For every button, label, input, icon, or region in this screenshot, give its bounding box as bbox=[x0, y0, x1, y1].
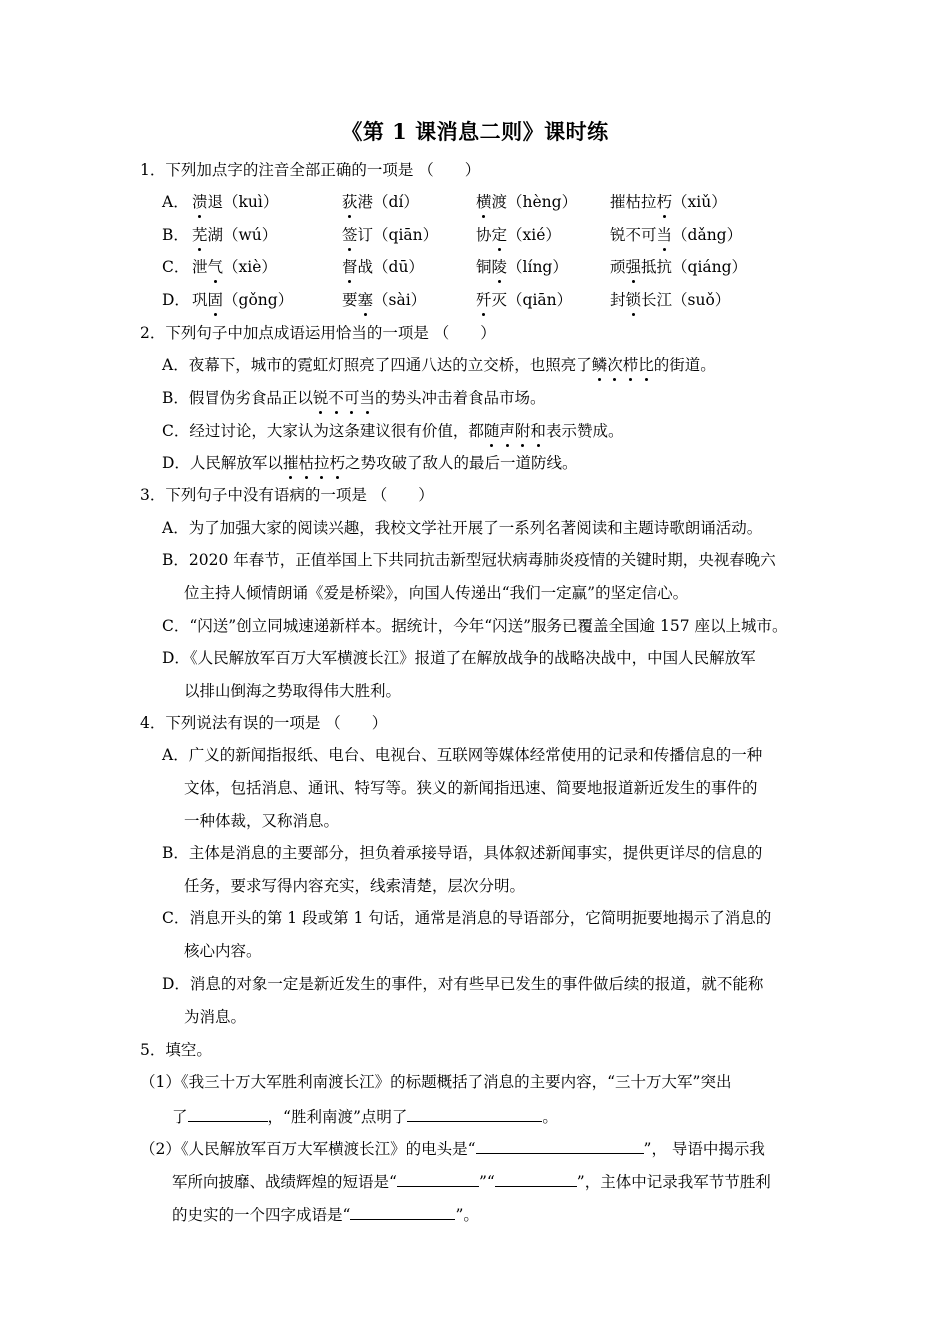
dotted-char: 可 bbox=[343, 389, 360, 407]
fill-item-1-line-2 bbox=[172, 1104, 558, 1128]
pinyin-option bbox=[610, 224, 742, 246]
fill-text: ”“ bbox=[478, 1173, 495, 1191]
dotted-char: 和 bbox=[530, 422, 546, 440]
option-line: 为消息。 bbox=[184, 1008, 247, 1026]
fill-text: （2）《人民解放军百万大军横渡长江》的电头是“ bbox=[140, 1140, 476, 1158]
option-line: C．“闪送”创立同城速递新样本。据统计，今年“闪送”服务已覆盖全国逾 157 座以上城市。 bbox=[162, 617, 788, 635]
question-5-stem: 5．填空。 bbox=[140, 1041, 212, 1059]
pinyin-option bbox=[476, 289, 572, 311]
option-line: B．主体是消息的主要部分，担负着承接导语，具体叙述新闻事实，提供更详尽的信息的 bbox=[162, 844, 763, 862]
answer-blank-5[interactable] bbox=[495, 1169, 577, 1187]
pinyin-option bbox=[342, 224, 438, 246]
option-label: D． bbox=[162, 291, 190, 309]
option-text: A．夜幕下，城市的霓虹灯照亮了四通八达的立交桥，也照亮了 bbox=[162, 356, 592, 374]
fill-item-2-line-3 bbox=[172, 1202, 479, 1226]
dotted-char: 鳞 bbox=[591, 356, 608, 374]
option-text: 表示赞成。 bbox=[545, 422, 624, 440]
option-text: 湖（wú） bbox=[207, 226, 278, 244]
question-2-stem: 2．下列句子中加点成语运用恰当的一项是 （ ） bbox=[140, 324, 496, 342]
dotted-char: 附 bbox=[514, 422, 531, 440]
pinyin-option bbox=[342, 191, 419, 213]
answer-blank-4[interactable] bbox=[397, 1169, 479, 1187]
fill-item-2-line-1 bbox=[140, 1136, 765, 1160]
option-text: 铜 bbox=[476, 258, 492, 276]
option-text: C．经过讨论，大家认为这条建议很有价值，都 bbox=[162, 422, 484, 440]
answer-blank-1[interactable] bbox=[188, 1104, 268, 1122]
option-text: 摧枯拉 bbox=[610, 193, 657, 211]
option-text: 长江（suǒ） bbox=[641, 291, 731, 309]
dotted-char: 当 bbox=[359, 389, 375, 407]
option-text: （xiǔ） bbox=[672, 193, 727, 211]
dotted-char: 朽 bbox=[329, 454, 345, 472]
question-1-stem: 1．下列加点字的注音全部正确的一项是 （ ） bbox=[140, 161, 481, 179]
option-text: （sài） bbox=[373, 291, 427, 309]
option-text: （dǎng） bbox=[672, 226, 743, 244]
option-text: 顽 bbox=[610, 258, 626, 276]
dotted-char: 溃 bbox=[192, 193, 208, 211]
option-text: 要 bbox=[342, 291, 358, 309]
dotted-char: 固 bbox=[207, 291, 224, 309]
option-line: D．《人民解放军百万大军横渡长江》报道了在解放战争的战略决战中，中国人民解放军 bbox=[162, 649, 756, 667]
option-text: 退（kuì） bbox=[207, 193, 279, 211]
dotted-char: 拉 bbox=[313, 454, 330, 472]
dotted-char: 朽 bbox=[656, 193, 673, 211]
option-text: 港（dí） bbox=[357, 193, 419, 211]
fill-text: ”，主体中记录我军节节胜利 bbox=[576, 1173, 771, 1191]
dotted-char: 塞 bbox=[357, 291, 374, 309]
answer-blank-2[interactable] bbox=[407, 1104, 542, 1122]
option-line: A．为了加强大家的阅读兴趣，我校文学社开展了一系列名著阅读和主题诗歌朗诵活动。 bbox=[162, 519, 763, 537]
fill-item-2-line-2 bbox=[172, 1169, 771, 1193]
option-text: 封 bbox=[610, 291, 626, 309]
fill-text: ”。 bbox=[455, 1206, 479, 1224]
dotted-char: 比 bbox=[638, 356, 654, 374]
dotted-char: 荻 bbox=[342, 193, 358, 211]
idiom-option bbox=[162, 420, 623, 442]
answer-blank-6[interactable] bbox=[350, 1202, 455, 1220]
dotted-char: 定 bbox=[491, 226, 508, 244]
option-line: A．广义的新闻指报纸、电台、电视台、互联网等媒体经常使用的记录和传播信息的一种 bbox=[162, 746, 763, 764]
fill-text: 的史实的一个四字成语是“ bbox=[172, 1206, 351, 1224]
fill-text: 了 bbox=[172, 1108, 188, 1126]
idiom-option bbox=[162, 452, 578, 474]
dotted-char: 横 bbox=[476, 193, 492, 211]
fill-text: 。 bbox=[542, 1108, 558, 1126]
option-line: C．消息开头的第 1 段或第 1 句话，通常是消息的导语部分，它简明扼要地揭示了消息的 bbox=[162, 909, 772, 927]
pinyin-option bbox=[476, 224, 561, 246]
dotted-char: 签 bbox=[342, 226, 358, 244]
option-line: 一种体裁，又称消息。 bbox=[184, 812, 340, 830]
dotted-char: 当 bbox=[656, 226, 673, 244]
idiom-option bbox=[162, 387, 545, 409]
option-line: 文体，包括消息、通讯、特写等。狭义的新闻指迅速、简要地报道新近发生的事件的 bbox=[184, 779, 758, 797]
question-4-stem: 4．下列说法有误的一项是 （ ） bbox=[140, 714, 388, 732]
dotted-char: 次 bbox=[607, 356, 623, 374]
option-text: 锐不可 bbox=[610, 226, 657, 244]
option-text: （xiè） bbox=[223, 258, 277, 276]
option-text: 订（qiān） bbox=[357, 226, 439, 244]
dotted-char: 摧 bbox=[282, 454, 299, 472]
option-text: 渡（hèng） bbox=[491, 193, 578, 211]
option-label: C． bbox=[162, 258, 190, 276]
option-text: （líng） bbox=[507, 258, 568, 276]
dotted-char: 气 bbox=[207, 258, 224, 276]
dotted-char: 锁 bbox=[625, 291, 642, 309]
option-line: 以排山倒海之势取得伟大胜利。 bbox=[184, 682, 402, 700]
option-text: B．假冒伪劣食品正以 bbox=[162, 389, 313, 407]
fill-item-1-line-1: （1）《我三十万大军胜利南渡长江》的标题概括了消息的主要内容，“三十万大军”突出 bbox=[140, 1073, 732, 1091]
pinyin-option bbox=[192, 256, 277, 278]
option-text: 巩 bbox=[192, 291, 208, 309]
dotted-char: 督 bbox=[342, 258, 358, 276]
dotted-char: 声 bbox=[499, 422, 515, 440]
fill-text: ，“胜利南渡”点明了 bbox=[267, 1108, 408, 1126]
option-label: A． bbox=[162, 193, 189, 211]
idiom-option bbox=[162, 354, 716, 376]
dotted-char: 锐 bbox=[312, 389, 329, 407]
dotted-char: 栉 bbox=[622, 356, 639, 374]
option-line: 任务，要求写得内容充实，线索清楚，层次分明。 bbox=[184, 877, 526, 895]
dotted-char: 强 bbox=[625, 258, 642, 276]
fill-text: 军所向披靡、战绩辉煌的短语是“ bbox=[172, 1173, 397, 1191]
option-text: 泄 bbox=[192, 258, 208, 276]
pinyin-option bbox=[342, 256, 424, 278]
pinyin-option bbox=[610, 191, 727, 213]
dotted-char: 随 bbox=[483, 422, 500, 440]
option-text: 的势头冲击着食品市场。 bbox=[374, 389, 546, 407]
option-text: 灭（qiān） bbox=[491, 291, 573, 309]
pinyin-option bbox=[192, 289, 293, 311]
page-title: 《第 1 课消息二则》课时练 bbox=[341, 119, 609, 144]
option-text: D．人民解放军以 bbox=[162, 454, 283, 472]
question-3-stem: 3．下列句子中没有语病的一项是 （ ） bbox=[140, 486, 434, 504]
option-text: 协 bbox=[476, 226, 492, 244]
option-text: 的街道。 bbox=[653, 356, 716, 374]
dotted-char: 陵 bbox=[491, 258, 508, 276]
answer-blank-3[interactable] bbox=[476, 1136, 644, 1154]
pinyin-option bbox=[476, 191, 577, 213]
option-line: D．消息的对象一定是新近发生的事件，对有些早已发生的事件做后续的报道，就不能称 bbox=[162, 975, 764, 993]
option-text: 抵抗（qiáng） bbox=[641, 258, 748, 276]
pinyin-option bbox=[610, 289, 730, 311]
dotted-char: 不 bbox=[328, 389, 344, 407]
pinyin-option bbox=[342, 289, 426, 311]
pinyin-option bbox=[476, 256, 568, 278]
option-text: 之势攻破了敌人的最后一道防线。 bbox=[345, 454, 578, 472]
pinyin-option bbox=[192, 191, 278, 213]
option-text: 战（dū） bbox=[357, 258, 424, 276]
option-line: 核心内容。 bbox=[184, 942, 262, 960]
option-text: （xié） bbox=[507, 226, 561, 244]
option-line: B．2020 年春节，正值举国上下共同抗击新型冠状病毒肺炎疫情的关键时期，央视春晚六 bbox=[162, 551, 776, 569]
option-line: 位主持人倾情朗诵《爱是桥梁》，向国人传递出“我们一定赢”的坚定信心。 bbox=[184, 584, 689, 602]
fill-text: ”， 导语中揭示我 bbox=[643, 1140, 765, 1158]
pinyin-option bbox=[610, 256, 747, 278]
pinyin-option bbox=[192, 224, 277, 246]
dotted-char: 枯 bbox=[298, 454, 314, 472]
option-text: （gǒng） bbox=[223, 291, 294, 309]
dotted-char: 芜 bbox=[192, 226, 208, 244]
option-label: B． bbox=[162, 226, 189, 244]
dotted-char: 歼 bbox=[476, 291, 492, 309]
